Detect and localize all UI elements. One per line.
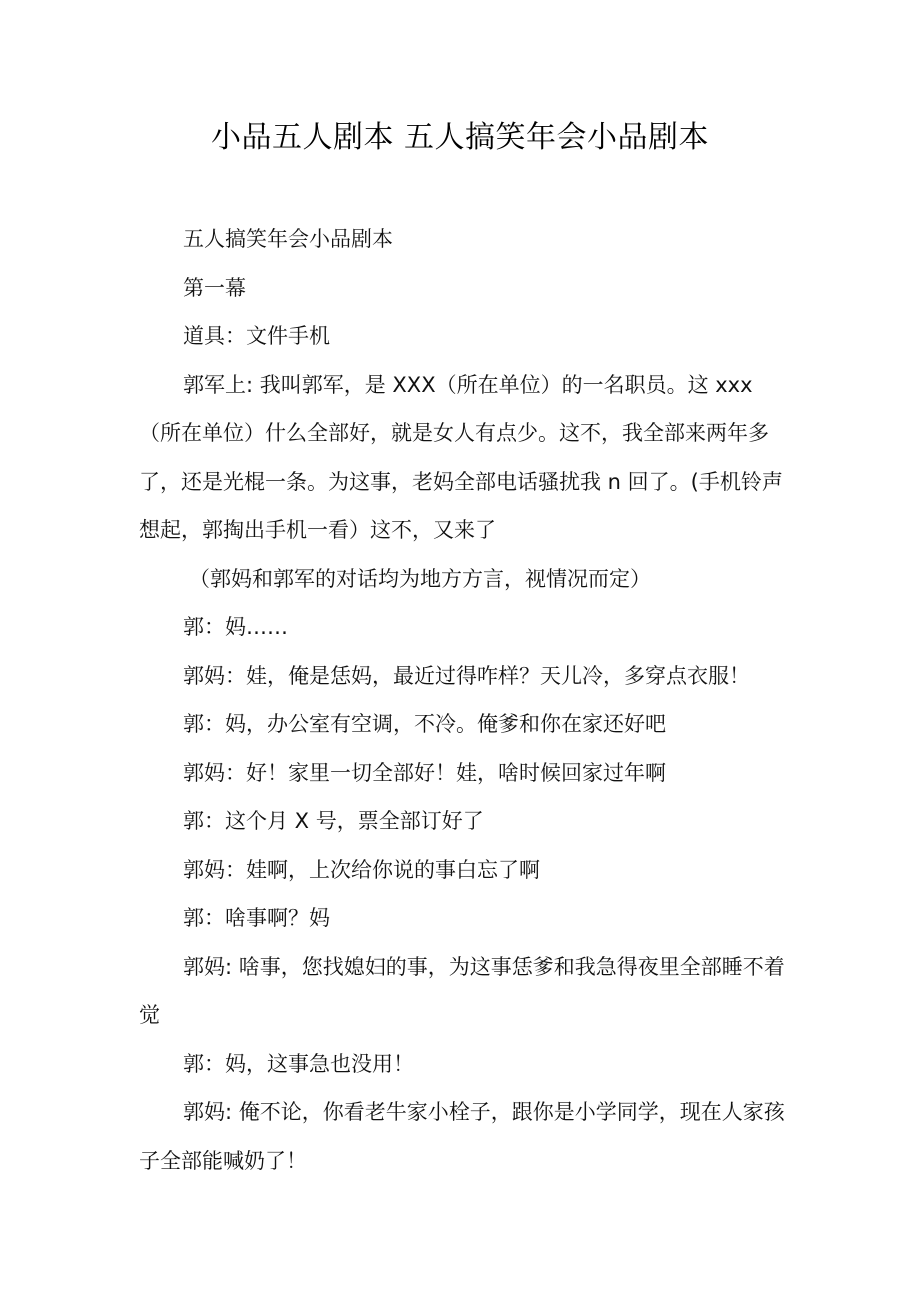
dialogue-line: 郭妈: 啥事，您找媳妇的事，为这事恁爹和我急得夜里全部睡不着觉 — [139, 954, 785, 1027]
paragraph: 道具：文件手机 — [183, 324, 330, 348]
dialogue-line: 郭：妈…… — [183, 615, 288, 639]
dialogue-line: 郭：妈，办公室有空调，不冷。俺爹和你在家还好吧 — [183, 712, 666, 736]
dialogue-line: 郭妈: 俺不论，你看老牛家小栓子，跟你是小学同学，现在人家孩子全部能喊奶了！ — [139, 1100, 785, 1173]
paragraph: 第一幕 — [183, 275, 246, 300]
document-title: 小品五人剧本 五人搞笑年会小品剧本 — [210, 120, 710, 155]
stage-direction: （郭妈和郭军的对话均为地方方言，视情况而定） — [189, 566, 651, 591]
dialogue-line: 郭妈：好！家里一切全部好！娃，啥时候回家过年啊 — [183, 760, 666, 785]
document-body — [139, 215, 789, 1185]
dialogue-line: 郭：啥事啊？妈 — [183, 906, 330, 930]
dialogue-line: 郭：妈，这事急也没用！ — [183, 1051, 414, 1076]
dialogue-line: 郭：这个月 X 号，票全部订好了 — [183, 809, 484, 833]
dialogue-line: 郭妈：娃啊，上次给你说的事白忘了啊 — [183, 857, 540, 882]
paragraph: 五人搞笑年会小品剧本 — [183, 227, 393, 251]
paragraph: 郭军上: 我叫郭军，是 XXX（所在单位）的一名职员。这 xxx（所在单位）什么全部好，就是女人有点少。这不，我全部来两年多了，还是光棍一条。为这事，老妈全部电话骚扰我 n 回了。(手机铃声想起，郭掏出手机一看）这不，又来了 — [139, 372, 783, 542]
dialogue-line: 郭妈：娃，俺是恁妈，最近过得咋样？天儿冷，多穿点衣服！ — [183, 663, 750, 688]
